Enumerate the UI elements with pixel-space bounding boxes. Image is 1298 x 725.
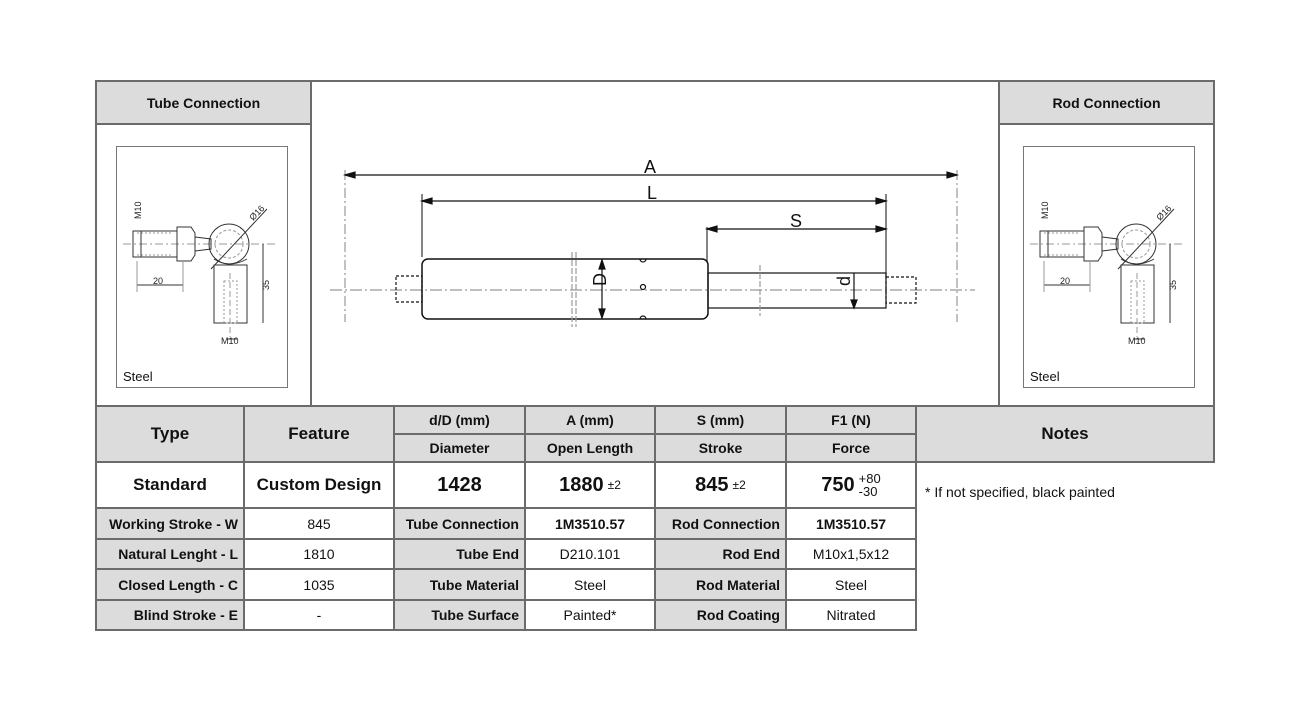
svg-text:35: 35 — [1168, 279, 1178, 290]
cell-diameter — [393, 461, 526, 509]
detail-value: - — [316, 607, 322, 623]
detail-value: Steel — [574, 576, 606, 593]
ball-joint-icon — [1024, 147, 1196, 389]
header-force — [785, 433, 917, 463]
force-tolerance-plus: +80 — [858, 471, 881, 486]
header-diameter — [393, 433, 526, 463]
detail-value: 1035 — [303, 576, 335, 593]
header-open-length-unit-label: A (mm) — [566, 412, 614, 428]
svg-text:M10: M10 — [1040, 201, 1050, 219]
cell-feature — [243, 461, 395, 509]
notes-text: * If not specified, black painted — [925, 484, 1115, 500]
notes-body — [915, 461, 1215, 631]
detail-label-rod-material — [654, 568, 787, 601]
detail-label-rod-end — [654, 538, 787, 570]
detail-value-closed-length — [243, 568, 395, 601]
open-length-tolerance: ±2 — [607, 478, 621, 492]
svg-text:Ø16: Ø16 — [1154, 203, 1174, 223]
detail-value: Nitrated — [826, 607, 876, 623]
header-stroke-unit — [654, 405, 787, 435]
header-force-label: Force — [831, 440, 871, 456]
svg-text:M10: M10 — [1128, 336, 1146, 346]
header-type — [95, 405, 245, 463]
cell-type — [95, 461, 245, 509]
detail-label-tube-material — [393, 568, 526, 601]
detail-value: 1M3510.57 — [815, 515, 887, 532]
gas-spring-icon — [310, 82, 1000, 407]
tube-connection-drawing — [116, 146, 288, 388]
label-S: S — [790, 211, 803, 231]
detail-value-natural-length — [243, 538, 395, 570]
header-feature-label: Feature — [288, 424, 350, 443]
cell-stroke — [654, 461, 787, 509]
type-value: Standard — [133, 475, 207, 494]
detail-value-tube-surface — [524, 599, 656, 631]
ball-joint-icon — [117, 147, 289, 389]
detail-value-tube-end — [524, 538, 656, 570]
detail-value-rod-end — [785, 538, 917, 570]
header-open-length-unit — [524, 405, 656, 435]
gas-spring-drawing-area — [310, 80, 1000, 407]
dim-thread-bottom: M10 — [221, 336, 239, 346]
cell-open-length — [524, 461, 656, 509]
force-value: 750 — [821, 473, 855, 496]
detail-label: Rod Connection — [671, 515, 780, 532]
header-stroke-unit-label: S (mm) — [696, 412, 745, 428]
header-force-unit — [785, 405, 917, 435]
diameter-value: 1428 — [437, 473, 482, 496]
open-length-value: 1880 — [559, 473, 604, 496]
label-D: D — [590, 273, 610, 286]
detail-label-working-stroke — [95, 507, 245, 540]
detail-label: Tube Connection — [405, 515, 519, 532]
tube-connection-material: Steel — [123, 369, 153, 384]
detail-value: Steel — [835, 576, 867, 593]
detail-value-blind-stroke — [243, 599, 395, 631]
detail-value-rod-coating — [785, 599, 917, 631]
detail-label-rod-connection — [654, 507, 787, 540]
svg-text:20: 20 — [1060, 276, 1071, 286]
detail-label-tube-end — [393, 538, 526, 570]
header-diameter-unit — [393, 405, 526, 435]
header-open-length — [524, 433, 656, 463]
detail-value-rod-material — [785, 568, 917, 601]
detail-label-natural-length — [95, 538, 245, 570]
header-type-label: Type — [150, 424, 190, 443]
stroke-value: 845 — [695, 473, 729, 496]
detail-value-working-stroke — [243, 507, 395, 540]
detail-label: Rod Coating — [696, 607, 780, 623]
detail-value-tube-connection — [524, 507, 656, 540]
header-force-unit-label: F1 (N) — [831, 412, 871, 428]
detail-label: Rod End — [722, 546, 780, 562]
rod-connection-material: Steel — [1030, 369, 1060, 384]
detail-label-blind-stroke — [95, 599, 245, 631]
detail-label: Blind Stroke - E — [133, 607, 238, 623]
detail-value: M10x1,5x12 — [812, 546, 890, 562]
header-open-length-label: Open Length — [546, 440, 634, 456]
rod-connection-drawing — [1023, 146, 1195, 388]
tube-connection-header — [95, 80, 312, 125]
header-stroke-label: Stroke — [698, 440, 743, 456]
feature-value: Custom Design — [256, 475, 382, 494]
detail-label: Tube End — [456, 546, 519, 562]
detail-label-tube-connection — [393, 507, 526, 540]
detail-label-rod-coating — [654, 599, 787, 631]
detail-label: Tube Surface — [431, 607, 519, 623]
detail-label: Working Stroke - W — [109, 515, 238, 532]
header-notes — [915, 405, 1215, 463]
detail-value: D210.101 — [559, 546, 621, 562]
header-diameter-unit-label: d/D (mm) — [429, 412, 490, 428]
stroke-tolerance: ±2 — [732, 478, 746, 492]
tube-connection-title: Tube Connection — [146, 94, 261, 111]
force-tolerance-minus: -30 — [858, 484, 878, 499]
dim-height: 35 — [261, 279, 271, 290]
header-feature — [243, 405, 395, 463]
detail-value-rod-connection — [785, 507, 917, 540]
cell-force — [785, 461, 917, 509]
header-stroke — [654, 433, 787, 463]
label-d: d — [834, 275, 854, 286]
detail-label-closed-length — [95, 568, 245, 601]
detail-label: Rod Material — [695, 576, 780, 593]
detail-label: Tube Material — [429, 576, 519, 593]
header-diameter-label: Diameter — [429, 440, 490, 456]
detail-value: 1M3510.57 — [554, 515, 626, 532]
detail-value: 1810 — [303, 546, 335, 562]
detail-label: Closed Length - C — [118, 576, 238, 593]
force-tolerance — [859, 472, 881, 498]
rod-connection-header — [998, 80, 1215, 125]
dim-length: 20 — [153, 276, 164, 286]
dim-ball: Ø16 — [247, 203, 267, 223]
dim-thread-top: M10 — [133, 201, 143, 219]
detail-value: Painted* — [563, 607, 617, 623]
rod-connection-title: Rod Connection — [1052, 94, 1161, 111]
label-L: L — [647, 183, 658, 203]
detail-value: 845 — [307, 515, 331, 532]
header-notes-label: Notes — [1041, 424, 1089, 443]
detail-label-tube-surface — [393, 599, 526, 631]
detail-value-tube-material — [524, 568, 656, 601]
detail-label: Natural Lenght - L — [118, 546, 238, 562]
label-A: A — [644, 157, 657, 177]
